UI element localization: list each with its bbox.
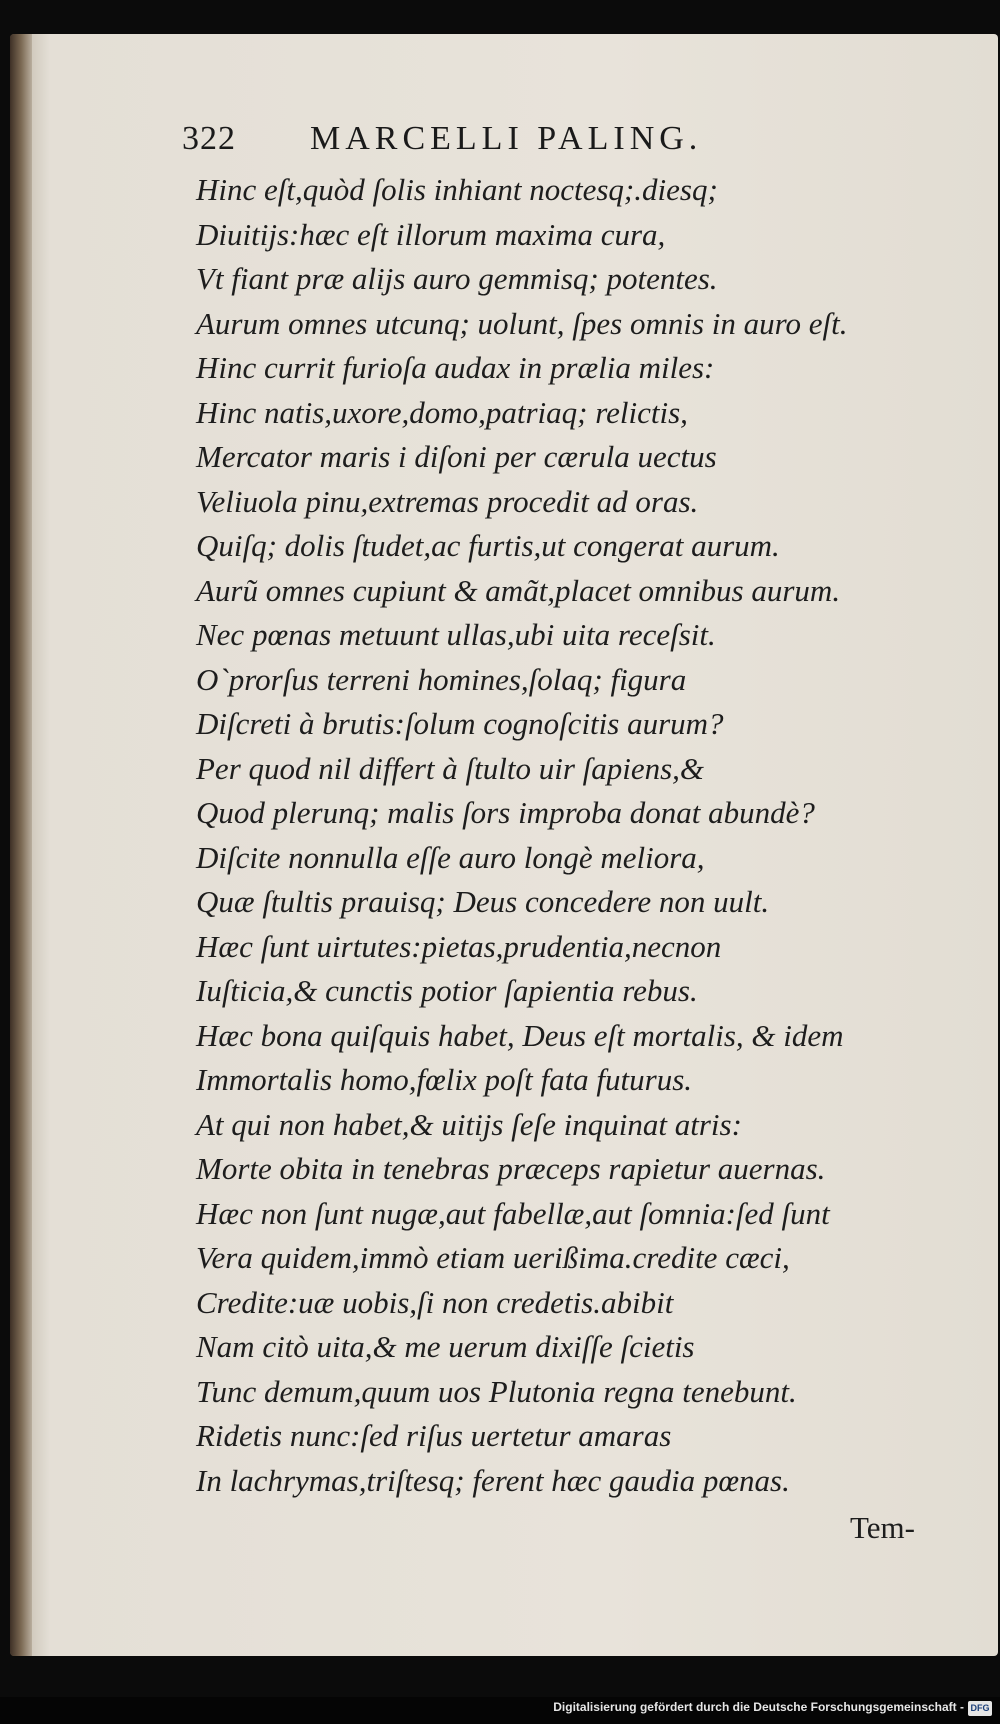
dfg-logo-icon: DFG xyxy=(968,1701,992,1716)
footer-bar xyxy=(0,1697,1000,1724)
verse-line: Per quod nil differt à ſtulto uir ſapiens,& xyxy=(196,750,705,786)
verse-line: Quæ ſtultis prauisq; Deus concedere non uult. xyxy=(196,884,770,919)
verse-line: Credite:uæ uobis,ſi non credetis.abibit xyxy=(196,1284,674,1320)
page-binding-edge xyxy=(10,34,32,1656)
verse-line: Hinc eſt,quòd ſolis inhiant noctesq;.diesq; xyxy=(196,172,718,207)
verse-line: Hæc non ſunt nugæ,aut fabellæ,aut ſomnia:ſed ſunt xyxy=(196,1195,830,1231)
verse-line: Iuſticia,& cunctis potior ſapientia rebus. xyxy=(196,973,698,1008)
verse-line: Diuitijs:hæc eſt illorum maxima cura, xyxy=(196,216,666,252)
verse-line: O`prorſus terreni homines,ſolaq; figura xyxy=(196,661,687,697)
catchword: Tem- xyxy=(850,1510,915,1545)
verse-line: Hinc currit furioſa audax in prælia miles: xyxy=(196,350,715,385)
verse-line: Quod plerunq; malis ſors improba donat abundè? xyxy=(196,795,815,830)
verse-line: Ridetis nunc:ſed riſus uertetur amaras xyxy=(196,1418,672,1453)
verse-line: Quiſq; dolis ſtudet,ac furtis,ut congerat aurum. xyxy=(196,528,780,563)
verse-line: Hæc ſunt uirtutes:pietas,prudentia,necnon xyxy=(196,928,722,964)
verse-line: Immortalis homo,fœlix poſt fata futurus. xyxy=(196,1062,693,1097)
page-number: 322 xyxy=(182,120,236,157)
verse-line: Vt fiant præ alijs auro gemmisq; potentes. xyxy=(196,261,718,296)
verse-line: Hinc natis,uxore,domo,patriaq; relictis, xyxy=(196,394,688,430)
verse-line: Aurũ omnes cupiunt & amãt,placet omnibus aurum. xyxy=(196,572,841,608)
verse-line: Mercator maris i diſoni per cærula uectus xyxy=(196,439,717,474)
funding-notice: Digitalisierung gefördert durch die Deutsche Forschungsgemeinschaft - xyxy=(553,1700,964,1714)
running-title: MARCELLI PALING. xyxy=(310,120,703,157)
verse-line: Diſcite nonnulla eſſe auro longè meliora, xyxy=(196,839,705,875)
page-header xyxy=(182,120,782,164)
verse-line: Aurum omnes utcunq; uolunt, ſpes omnis in auro eſt. xyxy=(196,305,848,341)
verse-line: Nec pœnas metuunt ullas,ubi uita receſsit. xyxy=(196,617,716,652)
verse-line: Vera quidem,immò etiam uerißima.credite cæci, xyxy=(196,1240,790,1275)
verse-line: Veliuola pinu,extremas procedit ad oras. xyxy=(196,483,699,519)
verse-line: Tunc demum,quum uos Plutonia regna tenebunt. xyxy=(196,1373,797,1409)
verse-list xyxy=(196,168,966,1503)
verse-line: In lachrymas,triſtesq; ferent hæc gaudia pœnas. xyxy=(196,1462,790,1498)
verse-line: At qui non habet,& uitijs ſeſe inquinat atris: xyxy=(196,1106,742,1142)
verse-line: Morte obita in tenebras præceps rapietur auernas. xyxy=(196,1151,826,1186)
verse-line: Nam citò uita,& me uerum dixiſſe ſcietis xyxy=(196,1329,695,1364)
verse-line: Hæc bona quiſquis habet, Deus eſt mortalis, & idem xyxy=(196,1017,844,1053)
verse-line: Diſcreti à brutis:ſolum cognoſcitis aurum? xyxy=(196,706,724,741)
